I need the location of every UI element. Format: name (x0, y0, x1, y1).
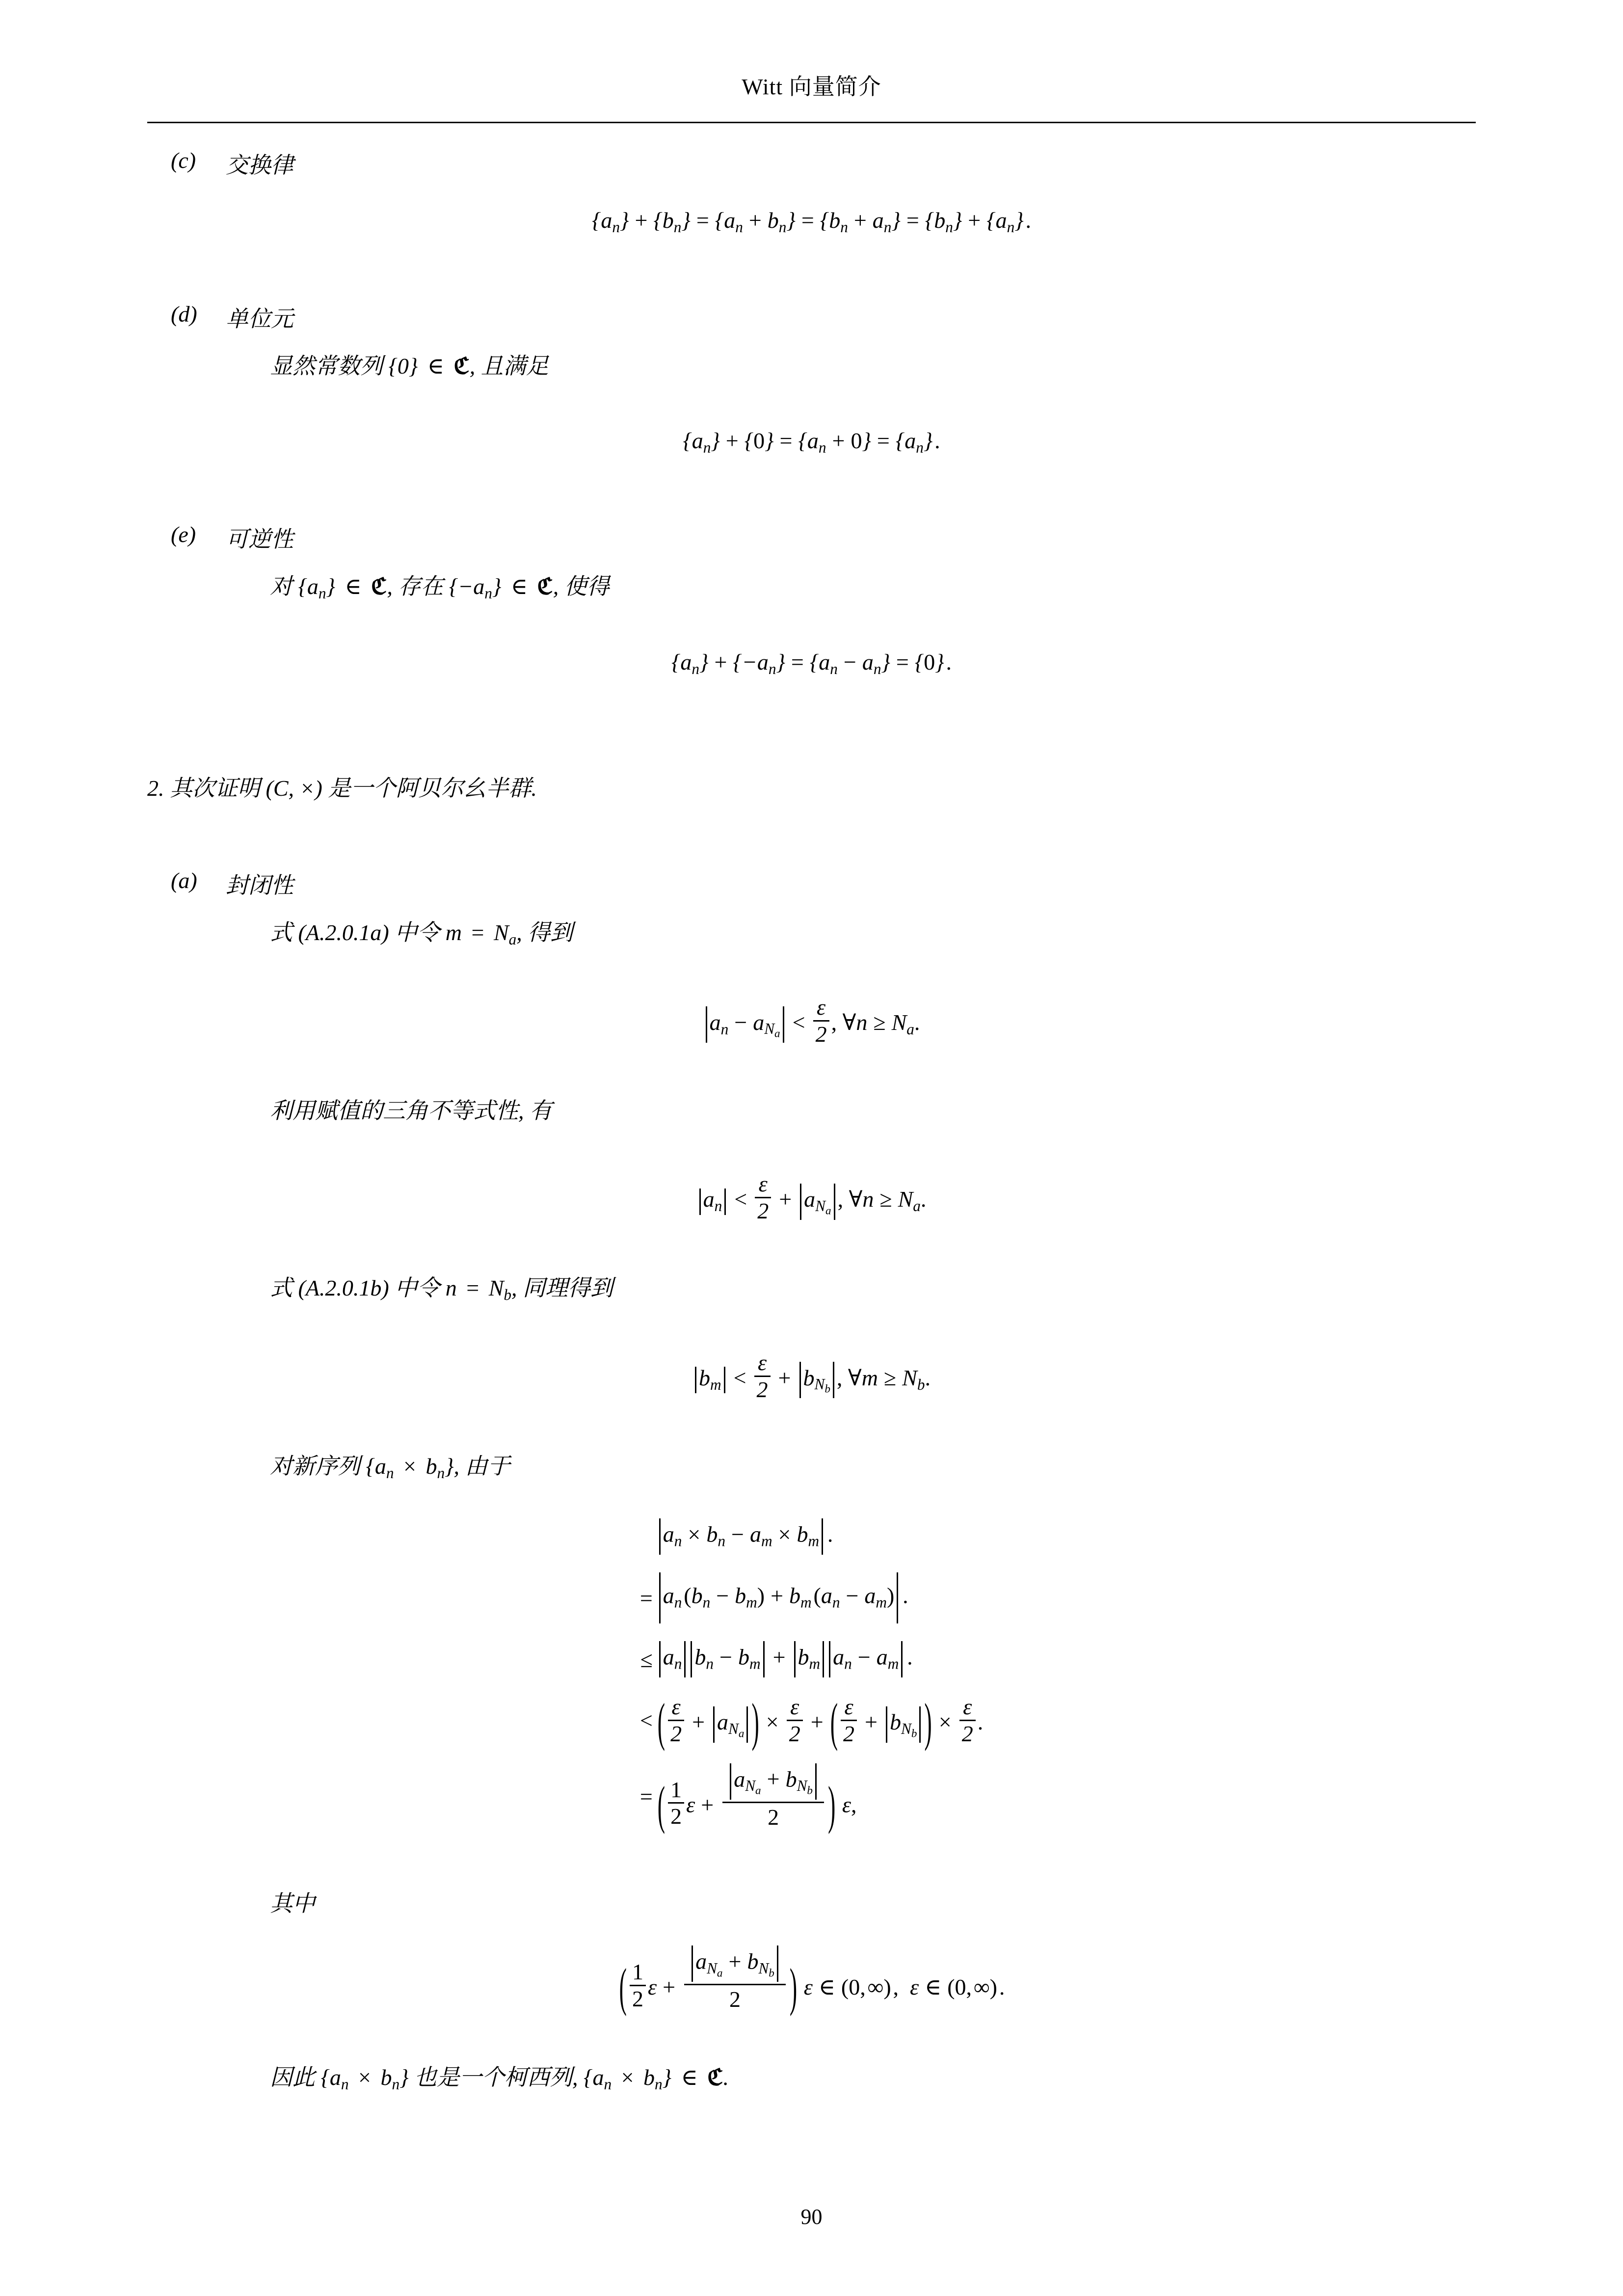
derivation-relation-3: ≤ (640, 1647, 653, 1672)
equation-a-2: $a_n$ < $\frac{\varepsilon}{2}$ + $a_{N_a}$ , ∀n ≥ $N_a$. (147, 1172, 1476, 1223)
paragraph-d: 显然常数列 {0} ∈ ℭ, 且满足 (270, 352, 549, 379)
header-title: Witt 向量简介 (742, 74, 881, 99)
derivation-expr-1: $a_n \times b_n - a_m \times b_m$ . (657, 1510, 983, 1564)
derivation-relation-2: = (639, 1585, 653, 1611)
item-title-2: 其次证明 (C, ×) 是一个阿贝尔幺半群. (170, 776, 537, 801)
paragraph-a-line2: 利用赋值的三角不等式性, 有 (270, 1098, 552, 1124)
item-marker-c: (c) (171, 148, 196, 173)
list-item-2 (147, 770, 1476, 803)
list-item-e (171, 521, 1476, 554)
page-number: 90 (800, 2205, 823, 2229)
equation-a-4: ( $\frac{1}{2}$ ε + $\frac{a_{N_a} + b_{N_b}}{2}$ ) ε ∈ (0, ∞) , ε ∈ (0, ∞) . (147, 1945, 1476, 2012)
paragraph-a-line6: 因此 $\{a_n \times b_n\}$ 也是一个柯西列, $\{a_n \times b_n\}$ ∈ ℭ. (270, 2064, 729, 2093)
derivation-line-1 (640, 1510, 983, 1564)
paragraph-a-line1: 式 (A.2.0.1a) 中令 $m = N_a$, 得到 (270, 920, 573, 948)
header-rule (147, 122, 1476, 123)
derivation-line-3 (640, 1632, 983, 1686)
page-header (147, 69, 1476, 101)
derivation-relation-1 (640, 1510, 657, 1564)
derivation-relation-4: < (639, 1708, 653, 1733)
paragraph-a-line4: 对新序列 $\{a_n \times b_n\}$, 由于 (270, 1454, 510, 1482)
derivation-line-4 (640, 1686, 983, 1755)
derivation-expr-2: $a_n$ $(b_n - b_m) + b_m$ $(a_n - a_m)$ . (657, 1564, 983, 1632)
equation-e: $\{a_n\} + \{-a_n\} = \{a_n - a_n\} = \{0\}$ . (671, 649, 952, 677)
paragraph-a-line5: 其中 (270, 1891, 315, 1917)
item-title-e: 可逆性 (226, 526, 293, 552)
list-item-a (171, 867, 1476, 900)
item-title-a: 封闭性 (226, 873, 293, 898)
equation-a-3: $b_m$ < $\frac{\varepsilon}{2}$ + $b_{N_b}$ , ∀m ≥ $N_b$. (147, 1351, 1476, 1402)
derivation-expr-4: ( $\frac{\varepsilon}{2}$ + $a_{N_a}$ ) × $\frac{\varepsilon}{2}$ + ( $\frac{\varepsilon}{2}$ + $b_{N_b}$ ) × $\frac{\varepsilon}{2}$ . (657, 1692, 984, 1752)
page-footer (0, 2204, 1623, 2229)
page-content (147, 147, 1476, 2093)
list-item-d (171, 301, 1476, 333)
item-marker-d: (d) (171, 301, 197, 326)
item-title-c: 交换律 (226, 153, 293, 178)
list-item-c (171, 147, 1476, 180)
item-marker-a: (a) (171, 868, 197, 893)
equation-a-1: $a_n - a_{N_a}$ < $\frac{\varepsilon}{2}$ , ∀n ≥ $N_a$. (147, 996, 1476, 1046)
derivation-relation-5: = (639, 1784, 653, 1810)
derivation-line-5 (640, 1755, 983, 1839)
item-marker-e: (e) (171, 521, 196, 547)
derivation-expr-5: ( $\frac{1}{2}$ ε + $\frac{a_{N_a} + b_{N_b}}{2}$ ) ε, (657, 1755, 983, 1839)
derivation-line-2 (640, 1564, 983, 1632)
item-marker-2: 2. (147, 776, 164, 801)
equation-c: $\{a_n\} + \{b_n\} = \{a_n + b_n\} = \{b_n + a_n\} = \{b_n\} + \{a_n\}$ . (591, 208, 1031, 236)
derivation-expr-3: $a_n$ $b_n - b_m + b_m$ $a_n - a_m$ . (657, 1632, 983, 1686)
paragraph-a-line3: 式 (A.2.0.1b) 中令 $n = N_b$, 同理得到 (270, 1275, 613, 1303)
equation-d: $\{a_n\} + \{0\} = \{a_n + 0\} = \{a_n\}$ . (683, 428, 940, 456)
item-title-d: 单位元 (226, 306, 293, 331)
derivation-block (640, 1510, 983, 1838)
paragraph-e: 对 $\{a_n\}$ ∈ ℭ, 存在 $\{-a_n\}$ ∈ ℭ, 使得 (270, 572, 610, 602)
